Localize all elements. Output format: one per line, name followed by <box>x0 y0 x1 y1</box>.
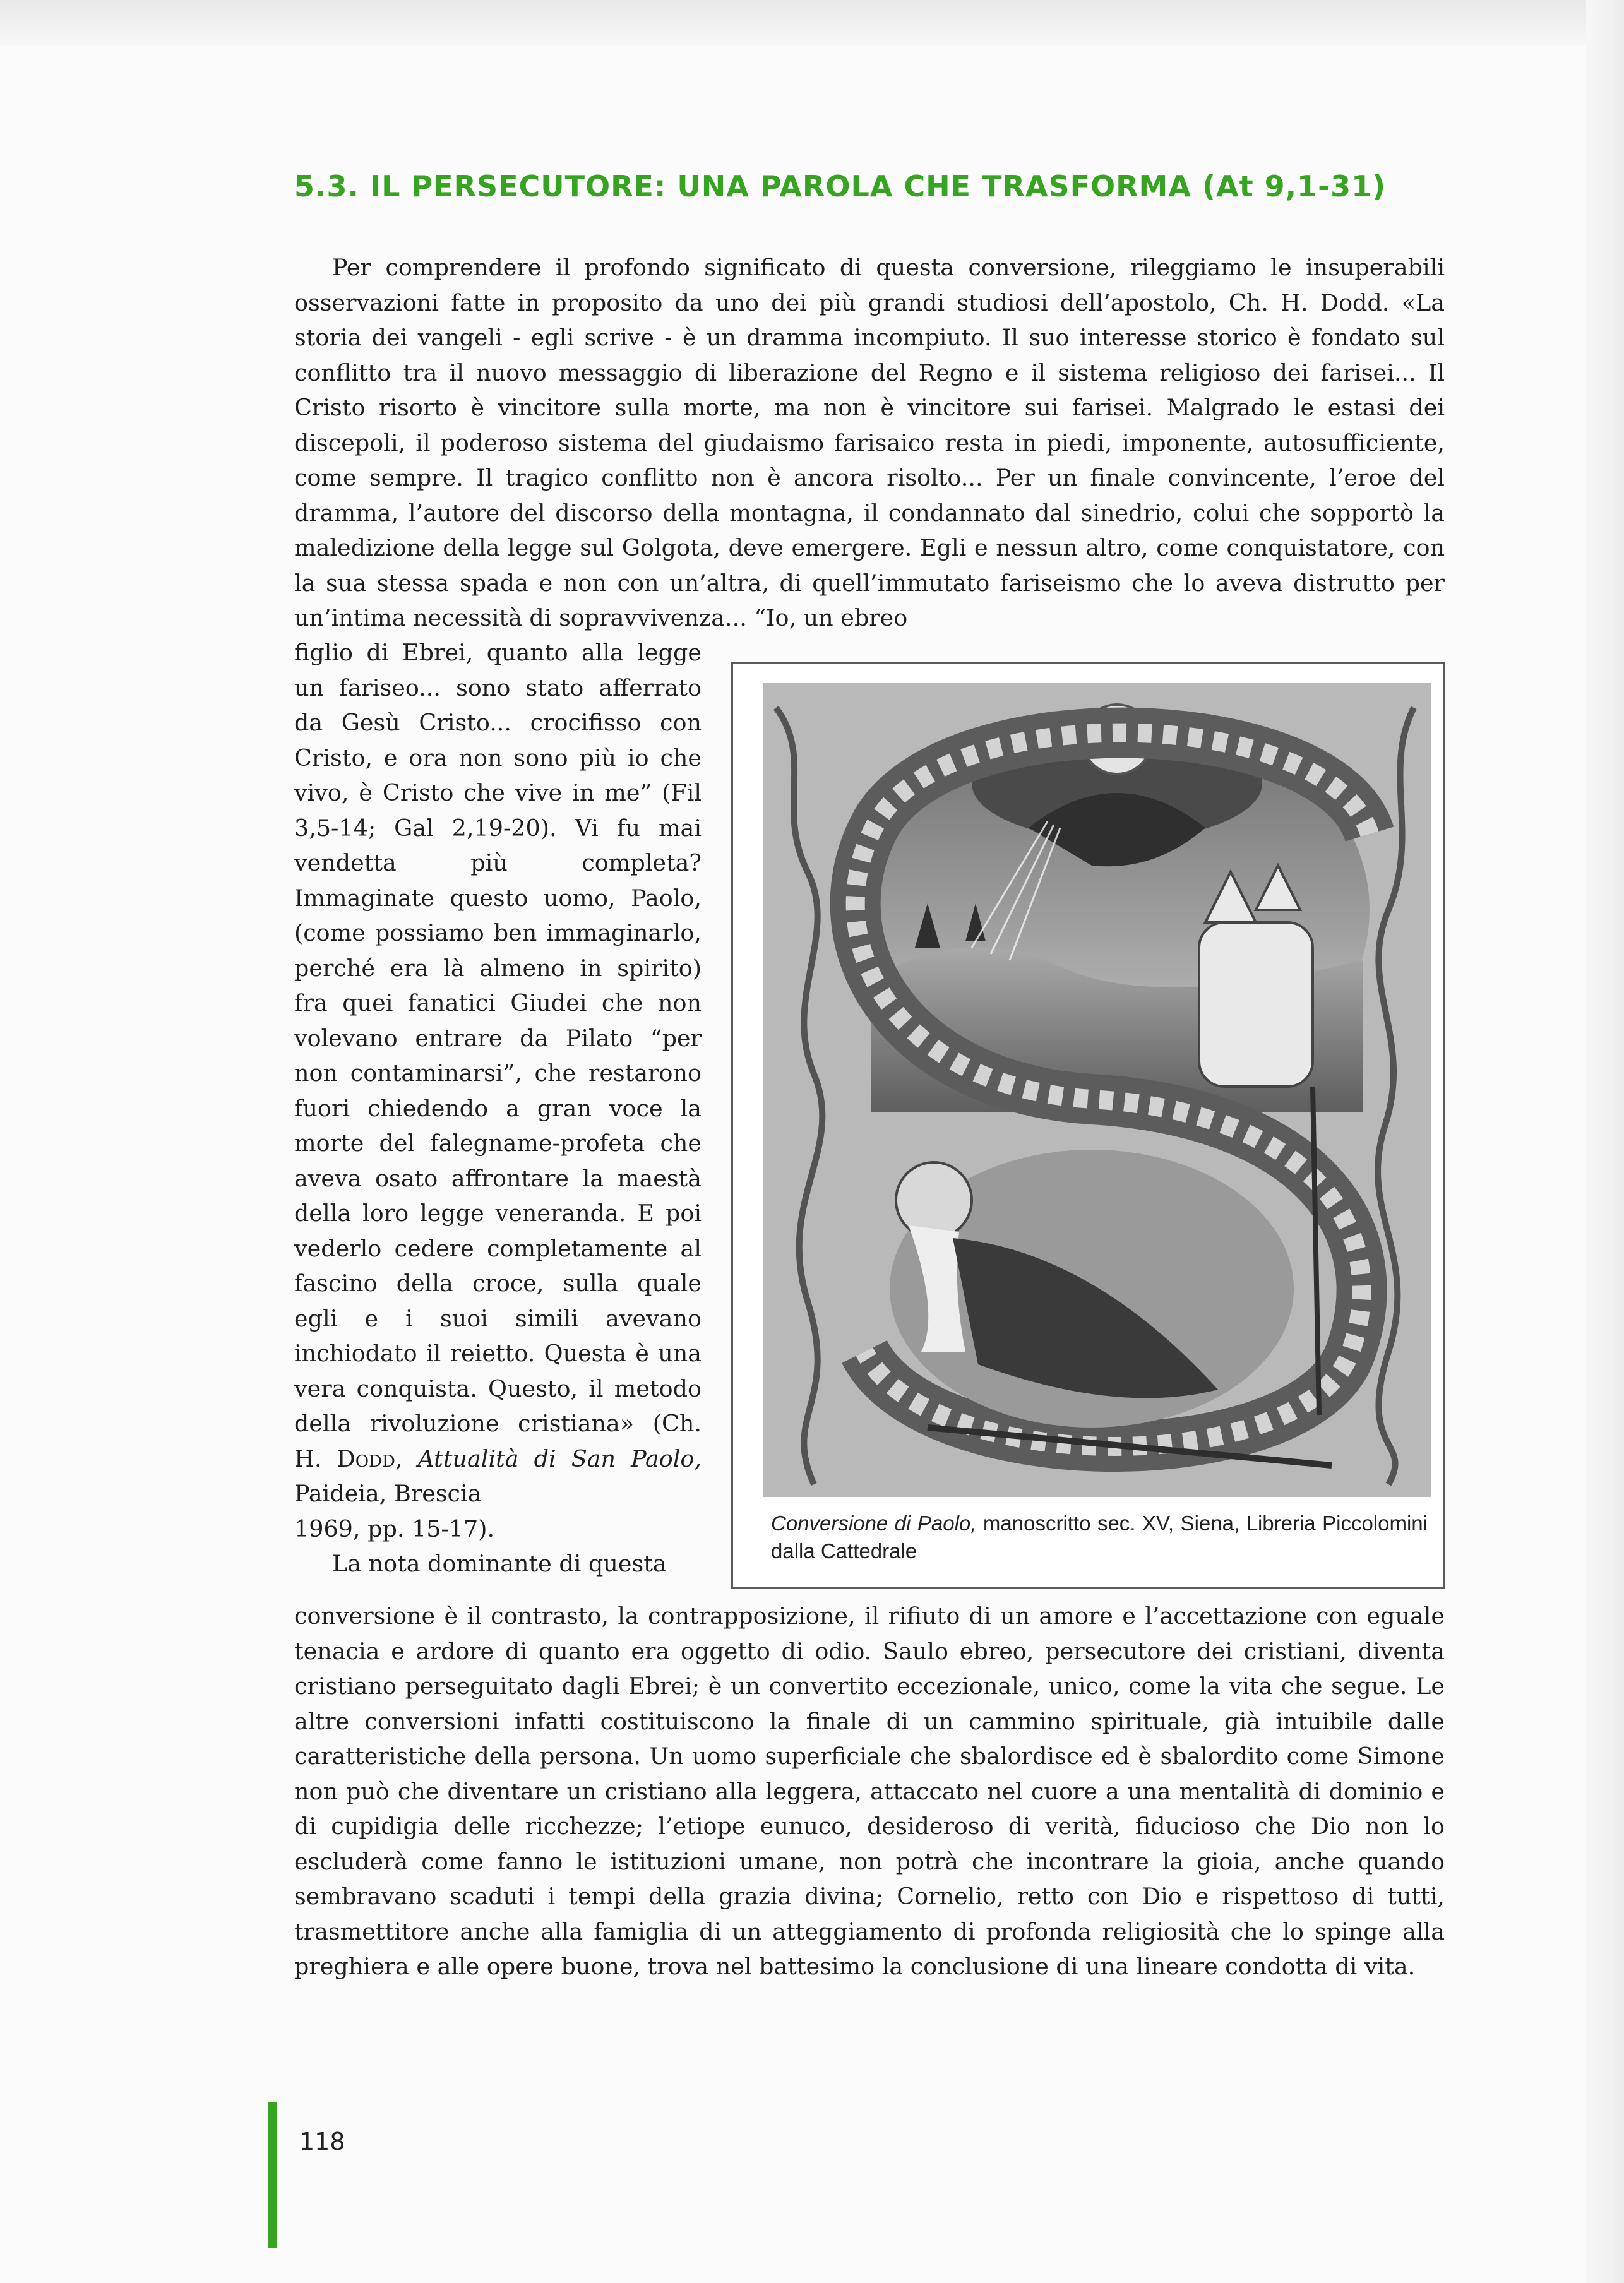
citation-end: 1969, pp. 15-17). <box>294 1515 495 1542</box>
manuscript-illumination-image <box>763 683 1431 1497</box>
scan-edge-top <box>0 0 1624 45</box>
figure-caption <box>771 1510 1428 1565</box>
top-paragraph-block <box>294 250 1445 636</box>
figure-box <box>731 662 1445 1589</box>
bottom-paragraph-block <box>294 1599 1445 1984</box>
citation-author: Dodd, <box>337 1445 403 1472</box>
wrapped-text-block <box>294 635 702 1582</box>
bottom-lead: La nota dominante di questa <box>332 1550 667 1577</box>
bottom-paragraph: conversione è il contrasto, la contrapposizione, il rifiuto di un amore e l’accettazione con eguale tenacia e ardore di quanto era oggetto di odio. Saulo ebreo, persecutore dei cristiani, diventa cristiano perseguitato dagli Ebrei; è un convertito eccezionale, unico, come la vita che segue. Le altre conversioni infatti costituiscono la finale di un cammino spirituale, già intuibile dalle caratteristiche della persona. Un uomo superficiale che sbalordisce ed è sbalordito come Simone non può che diventare un cristiano alla leggera, attaccato nel cuore a una mentalità di dominio e di cupidigia delle ricchezze; l’etiope eunuco, desideroso di verità, fiducioso che Dio non lo escluderà come fanno le istituzioni umane, non potrà che incontrare la gioia, anche quando sembravano scaduti i tempi della grazia divina; Cornelio, retto con Dio e rispettoso di tutti, trasmettitore anche alla famiglia di un atteggiamento di profonda religiosità che lo spinge alla preghiera e alle opere buone, trova nel battesimo la conclusione di una lineare condotta di vita. <box>294 1602 1445 1980</box>
page-number-bar <box>268 2102 277 2248</box>
scan-edge-right <box>1586 0 1624 2283</box>
page-number: 118 <box>299 2128 345 2155</box>
caption-details: manoscritto sec. XV, Siena, Libreria Piccolomini dalla Cattedrale <box>771 1511 1428 1563</box>
section-title: 5.3. IL PERSECUTORE: UNA PAROLA CHE TRASFORMA (At 9,1-31) <box>294 169 1387 203</box>
caption-title: Conversione di Paolo, <box>771 1511 977 1535</box>
citation-publisher: Paideia, Brescia <box>294 1480 482 1507</box>
wrapped-text: figlio di Ebrei, quanto alla legge un fariseo... sono stato afferrato da Gesù Cristo... crocifisso con Cristo, e ora non sono più io che vivo, è Cristo che vive in me” (Fil 3,5-14; Gal 2,19-20). Vi fu mai vendetta più completa? Immaginate questo uomo, Paolo, (come possiamo ben immaginarlo, perché era là almeno in spirito) fra quei fanatici Giudei che non volevano entrare da Pilato “per non contaminarsi”, che restarono fuori chiedendo a gran voce la morte del falegname-profeta che aveva osato affrontare la maestà della loro legge veneranda. E poi vederlo cedere completamente al fascino della croce, sulla quale egli e i suoi simili avevano inchiodato il reietto. Questa è una vera conquista. Questo, il metodo della rivoluzione cristiana» (Ch. H. <box>294 639 702 1472</box>
illumination-illustration <box>763 683 1431 1497</box>
citation-title: Attualità di San Paolo, <box>417 1445 702 1472</box>
top-paragraph: Per comprendere il profondo significato di questa conversione, rileggiamo le insuperabili osservazioni fatte in proposito da uno dei più grandi studiosi dell’apostolo, Ch. H. Dodd. «La storia dei vangeli - egli scrive - è un dramma incompiuto. Il suo interesse storico è fondato sul conflitto tra il nuovo messaggio di liberazione del Regno e il sistema religioso dei farisei... Il Cristo risorto è vincitore sulla morte, ma non è vincitore sui farisei. Malgrado le estasi dei discepoli, il poderoso sistema del giudaismo farisaico resta in piedi, imponente, autosufficiente, come sempre. Il tragico conflitto non è ancora risolto... Per un finale convincente, l’eroe del dramma, l’autore del discorso della montagna, il condannato dal sinedrio, colui che sopportò la maledizione della legge sul Golgota, deve emergere. Egli e nessun altro, come conquistatore, con la sua stessa spada e non con un’altra, di quell’immutato fariseismo che lo aveva distrutto per un’intima necessità di sopravvivenza... “Io, un ebreo <box>294 254 1445 631</box>
